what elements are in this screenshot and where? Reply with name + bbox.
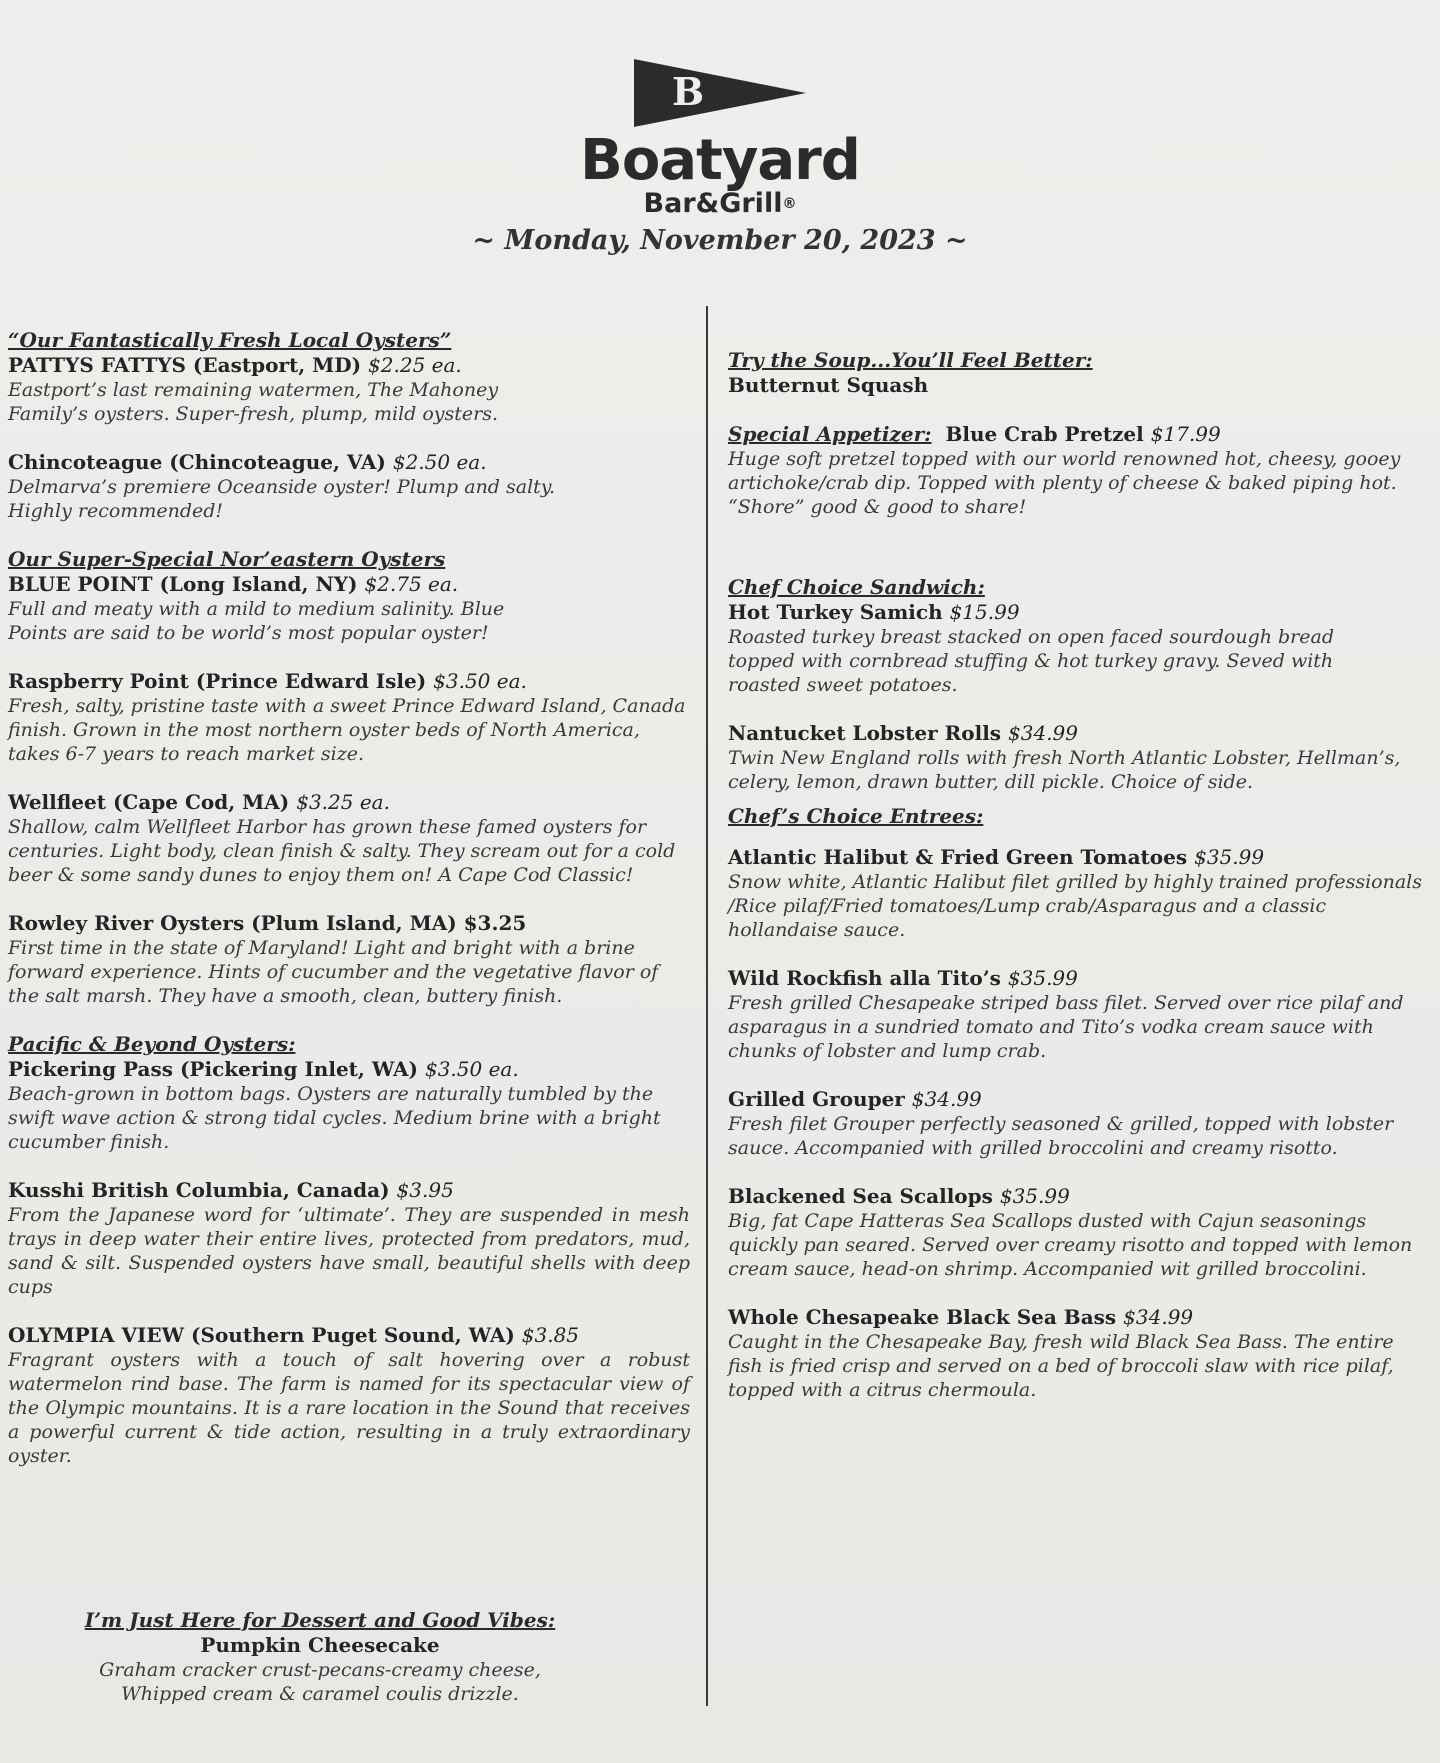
item-title-blue-point: BLUE POINT (Long Island, NY) $2.75 ea.	[8, 572, 459, 596]
item-price-black-sea-bass: $34.99	[1123, 1305, 1194, 1329]
item-price-halibut: $35.99	[1194, 845, 1265, 869]
item-desc-black-sea-bass: Caught in the Chesapeake Bay, fresh wild Black Sea Bass. The entire fish is fried crisp and served on a bed of broccoli slaw with rice pilaf, topped with a citrus chermoula.	[728, 1331, 1394, 1401]
brand-name: Boatyard	[580, 128, 860, 193]
item-title-pattys-fattys: PATTYS FATTYS (Eastport, MD) $2.25 ea.	[8, 353, 462, 377]
item-desc-blue-crab-pretzel: Huge soft pretzel topped with our world renowned hot, cheesy, gooey artichoke/crab dip. Topped with plenty of cheese & baked piping hot. “Shore” good & good to share!	[728, 448, 1401, 518]
menu-item-raspberry-point	[8, 669, 690, 766]
item-desc-sea-scallops: Big, fat Cape Hatteras Sea Scallops dusted with Cajun seasonings quickly pan seared. Served over creamy risotto and topped with lemon cream sauce, head-on shrimp. Accompanied wit grilled broccolini.	[728, 1210, 1413, 1280]
item-desc-halibut: Snow white, Atlantic Halibut filet grilled by highly trained professionals /Rice pilaf/Fried tomatoes/Lump crab/Asparagus and a classic hollandaise sauce.	[728, 871, 1422, 941]
item-desc-rockfish: Fresh grilled Chesapeake striped bass filet. Served over rice pilaf and asparagus in a sundried tomato and Tito’s vodka cream sauce with chunks of lobster and lump crab.	[728, 992, 1404, 1062]
appetizer-section	[728, 422, 1428, 519]
menu-item-grouper	[728, 1087, 1428, 1160]
item-desc-hot-turkey-samich: Roasted turkey breast stacked on open faced sourdough bread topped with cornbread stuffing & hot turkey gravy. Seved with roasted sweet potatoes.	[728, 626, 1334, 696]
specials-column	[728, 348, 1428, 1426]
item-title-sea-scallops: Blackened Sea Scallops $35.99	[728, 1184, 1070, 1208]
item-price-sea-scallops: $35.99	[999, 1184, 1070, 1208]
item-desc-rowley-river: First time in the state of Maryland! Light and bright with a brine forward experience. Hints of cucumber and the vegetative flavor of the salt marsh. They have a smooth, clean, buttery finish.	[8, 937, 659, 1007]
section-heading-appetizer: Special Appetizer:	[728, 422, 932, 446]
menu-item-wellfleet	[8, 790, 690, 887]
local-oysters-section	[8, 328, 690, 426]
item-price-kusshi: $3.95	[396, 1178, 454, 1202]
menu-item-kusshi	[8, 1178, 690, 1299]
item-title-kusshi: Kusshi British Columbia, Canada) $3.95	[8, 1178, 454, 1202]
section-heading-noreastern-oysters: Our Super-Special Nor’eastern Oysters	[8, 547, 446, 571]
brand-subtitle: Bar&Grill®	[643, 188, 797, 219]
item-title-pumpkin-cheesecake: Pumpkin Cheesecake	[200, 1633, 440, 1657]
item-desc-lobster-rolls: Twin New England rolls with fresh North Atlantic Lobster, Hellman’s, celery, lemon, drawn butter, dill pickle. Choice of side.	[728, 747, 1401, 793]
menu-item-rockfish	[728, 966, 1428, 1063]
item-title-olympia-view: OLYMPIA VIEW (Southern Puget Sound, WA) $3.85	[8, 1323, 580, 1347]
menu-item-olympia-view	[8, 1323, 690, 1468]
section-heading-entrees: Chef’s Choice Entrees:	[728, 804, 984, 828]
logo-letter: B	[671, 69, 705, 114]
item-desc-wellfleet: Shallow, calm Wellfleet Harbor has grown these famed oysters for centuries. Light body, clean finish & salty. They scream out for a cold beer & some sandy dunes to enjoy them on! A Cape Cod Classic!	[8, 816, 676, 886]
item-desc-kusshi: From the Japanese word for ‘ultimate’. They are suspended in mesh trays in deep water their entire lives, protected from predators, mud, sand & silt. Suspended oysters have small, beautiful shells with deep cups	[8, 1204, 690, 1298]
item-desc-raspberry-point: Fresh, salty, pristine taste with a sweet Prince Edward Island, Canada finish. Grown in the most northern oyster beds of North America, takes 6-7 years to reach market size.	[8, 695, 686, 765]
item-price-lobster-rolls: $34.99	[1008, 721, 1078, 745]
item-price-chincoteague: $2.50 ea.	[392, 450, 487, 474]
item-title-rowley-river: Rowley River Oysters (Plum Island, MA) $3.25	[8, 911, 527, 935]
item-title-halibut: Atlantic Halibut & Fried Green Tomatoes $35.99	[728, 845, 1265, 869]
item-desc-pumpkin-cheesecake-line2: Whipped cream & caramel coulis drizzle.	[121, 1683, 519, 1705]
entrees-section	[728, 804, 1428, 829]
item-title-wellfleet: Wellfleet (Cape Cod, MA) $3.25 ea.	[8, 790, 390, 814]
item-desc-grouper: Fresh filet Grouper perfectly seasoned & grilled, topped with lobster sauce. Accompanied with grilled broccolini and creamy risotto.	[728, 1113, 1394, 1159]
section-heading-local-oysters: “Our Fantastically Fresh Local Oysters”	[8, 328, 452, 352]
soup-section	[728, 348, 1428, 398]
item-title-grouper: Grilled Grouper $34.99	[728, 1087, 982, 1111]
item-title-blue-crab-pretzel: Special Appetizer: Blue Crab Pretzel $17.99	[728, 422, 1221, 446]
item-title-chincoteague: Chincoteague (Chincoteague, VA) $2.50 ea.	[8, 450, 487, 474]
item-price-blue-crab-pretzel: $17.99	[1150, 422, 1221, 446]
item-desc-olympia-view: Fragrant oysters with a touch of salt hovering over a robust watermelon rind base. The farm is named for its spectacular view of the Olympic mountains. It is a rare location in the Sound that receives a powerful current & tide action, resulting in a truly extraordinary oyster.	[8, 1349, 690, 1467]
noreastern-oysters-section	[8, 547, 690, 645]
item-title-pickering-pass: Pickering Pass (Pickering Inlet, WA) $3.50 ea.	[8, 1057, 519, 1081]
section-heading-dessert: I’m Just Here for Dessert and Good Vibes:	[84, 1608, 556, 1632]
item-desc-pattys-fattys: Eastport’s last remaining watermen, The Mahoney Family’s oysters. Super-fresh, plump, mild oysters.	[8, 379, 499, 425]
item-desc-chincoteague: Delmarva’s premiere Oceanside oyster! Plump and salty. Highly recommended!	[8, 476, 556, 522]
item-price-rockfish: $35.99	[1007, 966, 1078, 990]
item-price-wellfleet: $3.25 ea.	[296, 790, 390, 814]
section-heading-sandwich: Chef Choice Sandwich:	[728, 575, 985, 599]
item-price-pickering-pass: $3.50 ea.	[424, 1057, 519, 1081]
item-title-lobster-rolls: Nantucket Lobster Rolls $34.99	[728, 721, 1078, 745]
sandwich-section	[728, 575, 1428, 697]
item-price-blue-point: $2.75 ea.	[364, 572, 459, 596]
menu-item-halibut	[728, 845, 1428, 942]
item-price-hot-turkey-samich: $15.99	[949, 600, 1020, 624]
pennant-flag-logo-icon	[630, 55, 810, 131]
item-title-butternut-squash: Butternut Squash	[728, 373, 929, 397]
item-price-pattys-fattys: $2.25 ea.	[368, 353, 462, 377]
item-desc-pickering-pass: Beach-grown in bottom bags. Oysters are naturally tumbled by the swift wave action & strong tidal cycles. Medium brine with a bright cucumber finish.	[8, 1083, 661, 1153]
item-desc-pumpkin-cheesecake-line1: Graham cracker crust-pecans-creamy cheese,	[99, 1659, 541, 1681]
item-price-olympia-view: $3.85	[521, 1323, 580, 1347]
pacific-oysters-section	[8, 1032, 690, 1154]
dessert-section	[40, 1608, 600, 1706]
section-heading-pacific-oysters: Pacific & Beyond Oysters:	[8, 1032, 296, 1056]
menu-item-lobster-rolls	[728, 721, 1428, 794]
item-desc-blue-point: Full and meaty with a mild to medium salinity. Blue Points are said to be world’s most popular oyster!	[8, 598, 505, 644]
item-price-grouper: $34.99	[911, 1087, 982, 1111]
menu-item-rowley-river	[8, 911, 690, 1008]
section-heading-soup: Try the Soup...You’ll Feel Better:	[728, 348, 1093, 372]
item-title-raspberry-point: Raspberry Point (Prince Edward Isle) $3.50 ea.	[8, 669, 527, 693]
menu-header	[0, 55, 1440, 256]
oysters-column	[8, 328, 690, 1492]
menu-item-black-sea-bass	[728, 1305, 1428, 1402]
menu-date: ~ Monday, November 20, 2023 ~	[472, 225, 968, 256]
item-title-rockfish: Wild Rockfish alla Tito’s $35.99	[728, 966, 1078, 990]
item-title-hot-turkey-samich: Hot Turkey Samich $15.99	[728, 600, 1020, 624]
menu-item-sea-scallops	[728, 1184, 1428, 1281]
column-divider	[706, 306, 708, 1706]
menu-item-chincoteague	[8, 450, 690, 523]
item-title-black-sea-bass: Whole Chesapeake Black Sea Bass $34.99	[728, 1305, 1194, 1329]
item-price-raspberry-point: $3.50 ea.	[433, 669, 527, 693]
